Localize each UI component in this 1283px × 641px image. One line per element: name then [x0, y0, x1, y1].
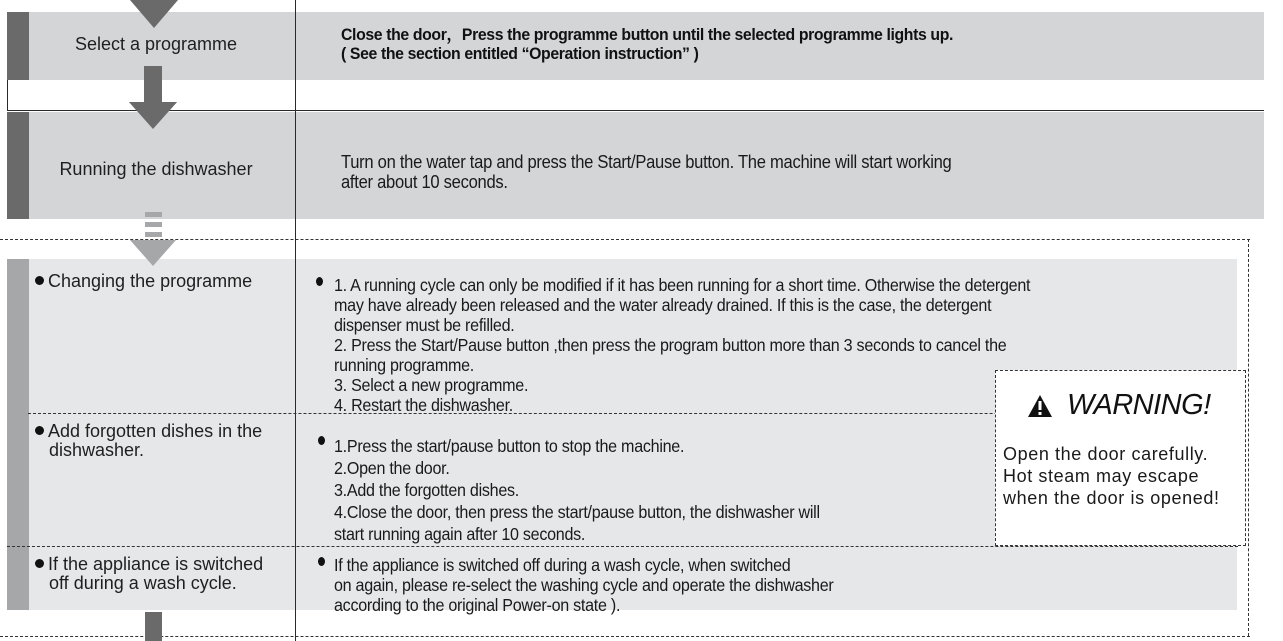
dashed-frame-top [0, 239, 1250, 240]
step-line: 1. A running cycle can only be modified if it has been running for a short time. Otherwise the detergent [334, 275, 1031, 295]
step-instruction-select-programme [341, 25, 1104, 63]
arrow-shaft [144, 66, 162, 104]
step-line: If the appliance is switched off during a wash cycle, when switched [334, 555, 791, 575]
warning-title: WARNING! [1067, 389, 1211, 421]
bullet-icon [35, 426, 44, 435]
arrow-down-icon [130, 240, 176, 266]
warning-triangle-icon [1027, 394, 1053, 418]
arrow-down-icon [130, 0, 178, 28]
situation-divider [7, 546, 1238, 547]
step-line: on again, please re-select the washing cycle and operate the dishwasher [334, 575, 834, 595]
warning-box [995, 370, 1246, 546]
step-label-select-programme: Select a programme [74, 34, 238, 54]
bullet-icon [316, 277, 323, 286]
arrow-shaft [145, 612, 162, 641]
gap-row [7, 80, 1264, 111]
situation-steps-changing-programme [334, 275, 1030, 415]
step-line: 4.Close the door, then press the start/pause button, the dishwasher will [334, 502, 820, 522]
dashed-frame-right [1248, 239, 1249, 636]
step-line: 2. Press the Start/Pause button ,then press the program button more than 3 seconds to cancel the [334, 335, 1007, 355]
step-line: start running again after 10 seconds. [334, 524, 586, 544]
step-line: dispenser must be refilled. [334, 315, 515, 335]
bullet-icon [318, 436, 325, 445]
step-line: running programme. [334, 355, 475, 375]
bullet-icon [35, 276, 44, 285]
situation-label-changing-programme: Changing the programme [35, 272, 252, 291]
instruction-line: Turn on the water tap and press the Start/Pause button. The machine will start working [341, 152, 952, 172]
bullet-icon [318, 557, 325, 566]
situation-steps-add-dishes [334, 435, 820, 545]
instruction-line: ( See the section entitled “Operation instruction” ) [341, 44, 699, 63]
dashed-arrow-segment [145, 212, 162, 217]
instruction-line: Close the door，Press the programme button until the selected programme lights up. [341, 25, 954, 44]
dashed-arrow-segment [145, 222, 162, 227]
warning-message: Open the door carefully. Hot steam may escape when the door is opened! [1003, 444, 1220, 508]
step-line: may have already been released and the water already drained. If this is the case, the detergent [334, 295, 992, 315]
step-line: 3.Add the forgotten dishes. [334, 480, 519, 500]
situation-steps-switched-off [334, 555, 834, 615]
bullet-icon [35, 559, 44, 568]
situation-label-switched-off: If the appliance is switched off during a wash cycle. [35, 555, 263, 593]
situations-accent-bar [7, 259, 29, 610]
step-line: 1.Press the start/pause button to stop the machine. [334, 436, 685, 456]
dashed-frame-bottom [0, 636, 1250, 637]
step-line: according to the original Power-on state ). [334, 595, 621, 615]
step-line: 2.Open the door. [334, 458, 450, 478]
situation-label-add-dishes: Add forgotten dishes in the dishwasher. [35, 422, 262, 460]
step-line: 4. Restart the dishwasher. [334, 395, 513, 415]
step-accent-bar [7, 112, 29, 219]
column-divider [295, 239, 296, 641]
instruction-line: after about 10 seconds. [341, 172, 508, 192]
step-instruction-running [341, 152, 951, 192]
arrow-down-icon [129, 102, 177, 129]
step-accent-bar [7, 12, 29, 80]
step-label-running: Running the dishwasher [59, 159, 253, 179]
dashed-arrow-segment [145, 232, 162, 237]
step-line: 3. Select a new programme. [334, 375, 529, 395]
